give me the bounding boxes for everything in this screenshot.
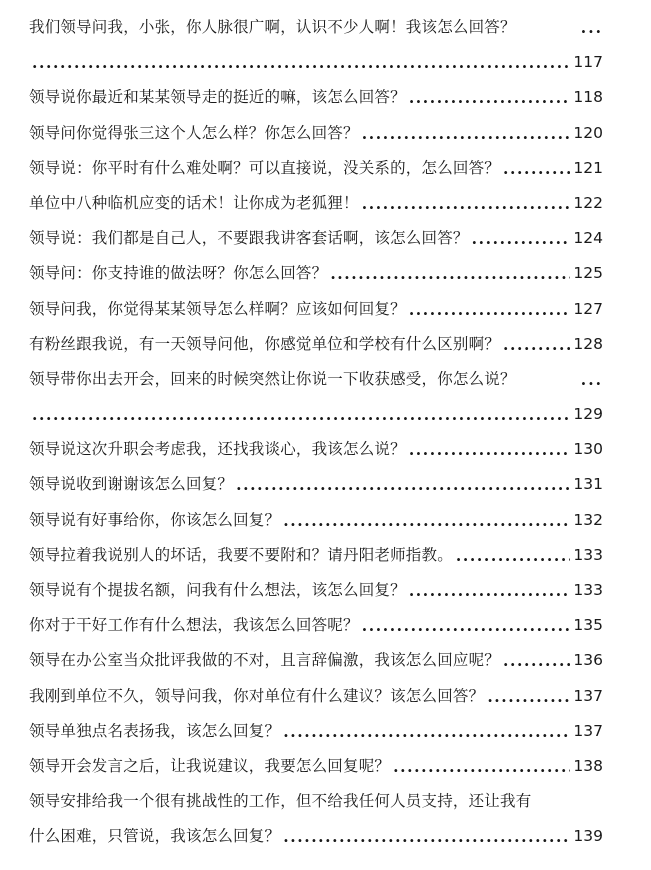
toc-entry-title: 领导在办公室当众批评我做的不对，且言辞偏激，我该怎么回应呢？ — [29, 651, 501, 670]
table-of-contents — [29, 10, 603, 855]
toc-page-number: 135 — [573, 616, 603, 635]
dot-leader — [472, 221, 571, 256]
dot-leader — [362, 186, 571, 221]
toc-entry[interactable] — [29, 467, 603, 502]
toc-entry[interactable] — [29, 573, 603, 608]
toc-page-number: 137 — [573, 686, 603, 705]
toc-entry-title: 领导说：你平时有什么难处啊？可以直接说，没关系的，怎么回答？ — [29, 158, 501, 177]
toc-entry[interactable] — [29, 749, 603, 784]
toc-page-number: 122 — [573, 193, 603, 212]
dot-leader — [32, 45, 570, 80]
dot-leader — [283, 819, 570, 854]
toc-page-number: 117 — [573, 53, 603, 72]
toc-page-number: 132 — [573, 510, 603, 529]
toc-page-number: 128 — [573, 334, 603, 353]
toc-entry-title: 领导安排给我一个很有挑战性的工作，但不给我任何人员支持，还让我有 — [29, 792, 532, 811]
toc-entry-title: 领导带你出去开会，回来的时候突然让你说一下收获感受，你怎么说？ — [29, 369, 516, 388]
dot-leader — [362, 608, 571, 643]
toc-page-number: 120 — [573, 123, 603, 142]
toc-entry-title: 我刚到单位不久，领导问我，你对单位有什么建议？该怎么回答？ — [29, 686, 485, 705]
toc-entry-title: 有粉丝跟我说，有一天领导问他，你感觉单位和学校有什么区别啊？ — [29, 334, 501, 353]
toc-entry[interactable] — [29, 256, 603, 291]
toc-entry-title: 领导说：我们都是自己人，不要跟我讲客套话啊，该怎么回答？ — [29, 229, 469, 248]
toc-entry[interactable] — [29, 327, 603, 362]
toc-entry[interactable] — [29, 608, 603, 643]
toc-entry[interactable] — [29, 80, 603, 115]
dot-leader — [283, 714, 570, 749]
toc-page-number: 129 — [573, 405, 603, 424]
toc-page-number: 137 — [573, 721, 603, 740]
dot-leader — [503, 151, 570, 186]
toc-page-number: 133 — [573, 545, 603, 564]
toc-entry-title: 领导问我，你觉得某某领导怎么样啊？应该如何回复？ — [29, 299, 406, 318]
toc-entry-title: 我们领导问我，小张，你人脉很广啊，认识不少人啊！我该怎么回答？ — [29, 18, 516, 36]
dot-leader — [503, 327, 570, 362]
toc-page-number: 121 — [573, 158, 603, 177]
dot-leader — [236, 467, 570, 502]
toc-entry-title: 你对于干好工作有什么想法，我该怎么回答呢？ — [29, 616, 359, 635]
toc-entry-title: 领导开会发言之后，让我说建议，我要怎么回复呢？ — [29, 756, 391, 775]
toc-page-number: 124 — [573, 229, 603, 248]
dot-leader — [393, 749, 570, 784]
toc-entry-title: 领导说有好事给你，你该怎么回复？ — [29, 510, 281, 529]
toc-entry-title: 领导拉着我说别人的坏话，我要不要附和？请丹阳老师指教。 — [29, 545, 453, 564]
toc-entry[interactable] — [29, 186, 603, 221]
toc-entry-title: 领导说有个提拔名额，问我有什么想法，该怎么回复？ — [29, 581, 406, 599]
toc-page-number: 130 — [573, 440, 603, 459]
toc-entry-title: 单位中八种临机应变的话术！让你成为老狐狸！ — [29, 193, 359, 212]
toc-entry[interactable] — [29, 292, 603, 327]
toc-entry[interactable] — [29, 151, 603, 186]
dot-leader — [330, 256, 570, 291]
toc-entry-title: 领导说你最近和某某领导走的挺近的嘛，该怎么回答？ — [29, 88, 406, 107]
toc-entry-title: 领导问：你支持谁的做法呀？你怎么回答？ — [29, 264, 328, 283]
toc-entry[interactable] — [29, 397, 603, 432]
dot-leader — [283, 503, 570, 538]
toc-entry[interactable] — [29, 221, 603, 256]
toc-entry-title: 领导说这次升职会考虑我，还找我谈心，我该怎么说？ — [29, 440, 406, 459]
toc-entry-title: 领导说收到谢谢该怎么回复？ — [29, 475, 234, 494]
dot-leader — [409, 432, 571, 467]
dot-leader — [487, 679, 570, 714]
dot-leader — [503, 643, 570, 678]
toc-entry[interactable] — [29, 362, 603, 397]
toc-entry[interactable] — [29, 784, 603, 819]
toc-entry-title: 领导问你觉得张三这个人怎么样？你怎么回答？ — [29, 123, 359, 142]
toc-entry[interactable] — [29, 45, 603, 80]
toc-page-number: 139 — [573, 827, 603, 846]
toc-page-number: 138 — [573, 756, 603, 775]
toc-page-number: 118 — [573, 88, 603, 107]
dot-leader — [456, 538, 571, 573]
toc-entry[interactable] — [29, 432, 603, 467]
toc-entry[interactable] — [29, 10, 603, 45]
toc-entry[interactable] — [29, 643, 603, 678]
toc-entry[interactable] — [29, 503, 603, 538]
trailing-ellipsis: ... — [580, 18, 603, 37]
toc-entry[interactable] — [29, 714, 603, 749]
toc-entry[interactable] — [29, 538, 603, 573]
toc-entry[interactable] — [29, 819, 603, 854]
toc-entry[interactable] — [29, 679, 603, 714]
dot-leader — [409, 573, 571, 608]
dot-leader — [32, 397, 570, 432]
trailing-ellipsis: ... — [580, 369, 603, 389]
dot-leader — [362, 116, 571, 151]
toc-entry-title: 什么困难，只管说，我该怎么回复？ — [29, 827, 281, 846]
toc-page-number: 125 — [573, 264, 603, 283]
dot-leader — [409, 80, 571, 115]
toc-page-number: 136 — [573, 651, 603, 670]
dot-leader — [409, 292, 571, 327]
toc-entry[interactable] — [29, 116, 603, 151]
toc-page-number: 131 — [573, 475, 603, 494]
toc-page-number: 133 — [573, 581, 603, 599]
toc-page-number: 127 — [573, 299, 603, 318]
toc-entry-title: 领导单独点名表扬我，该怎么回复？ — [29, 721, 281, 740]
